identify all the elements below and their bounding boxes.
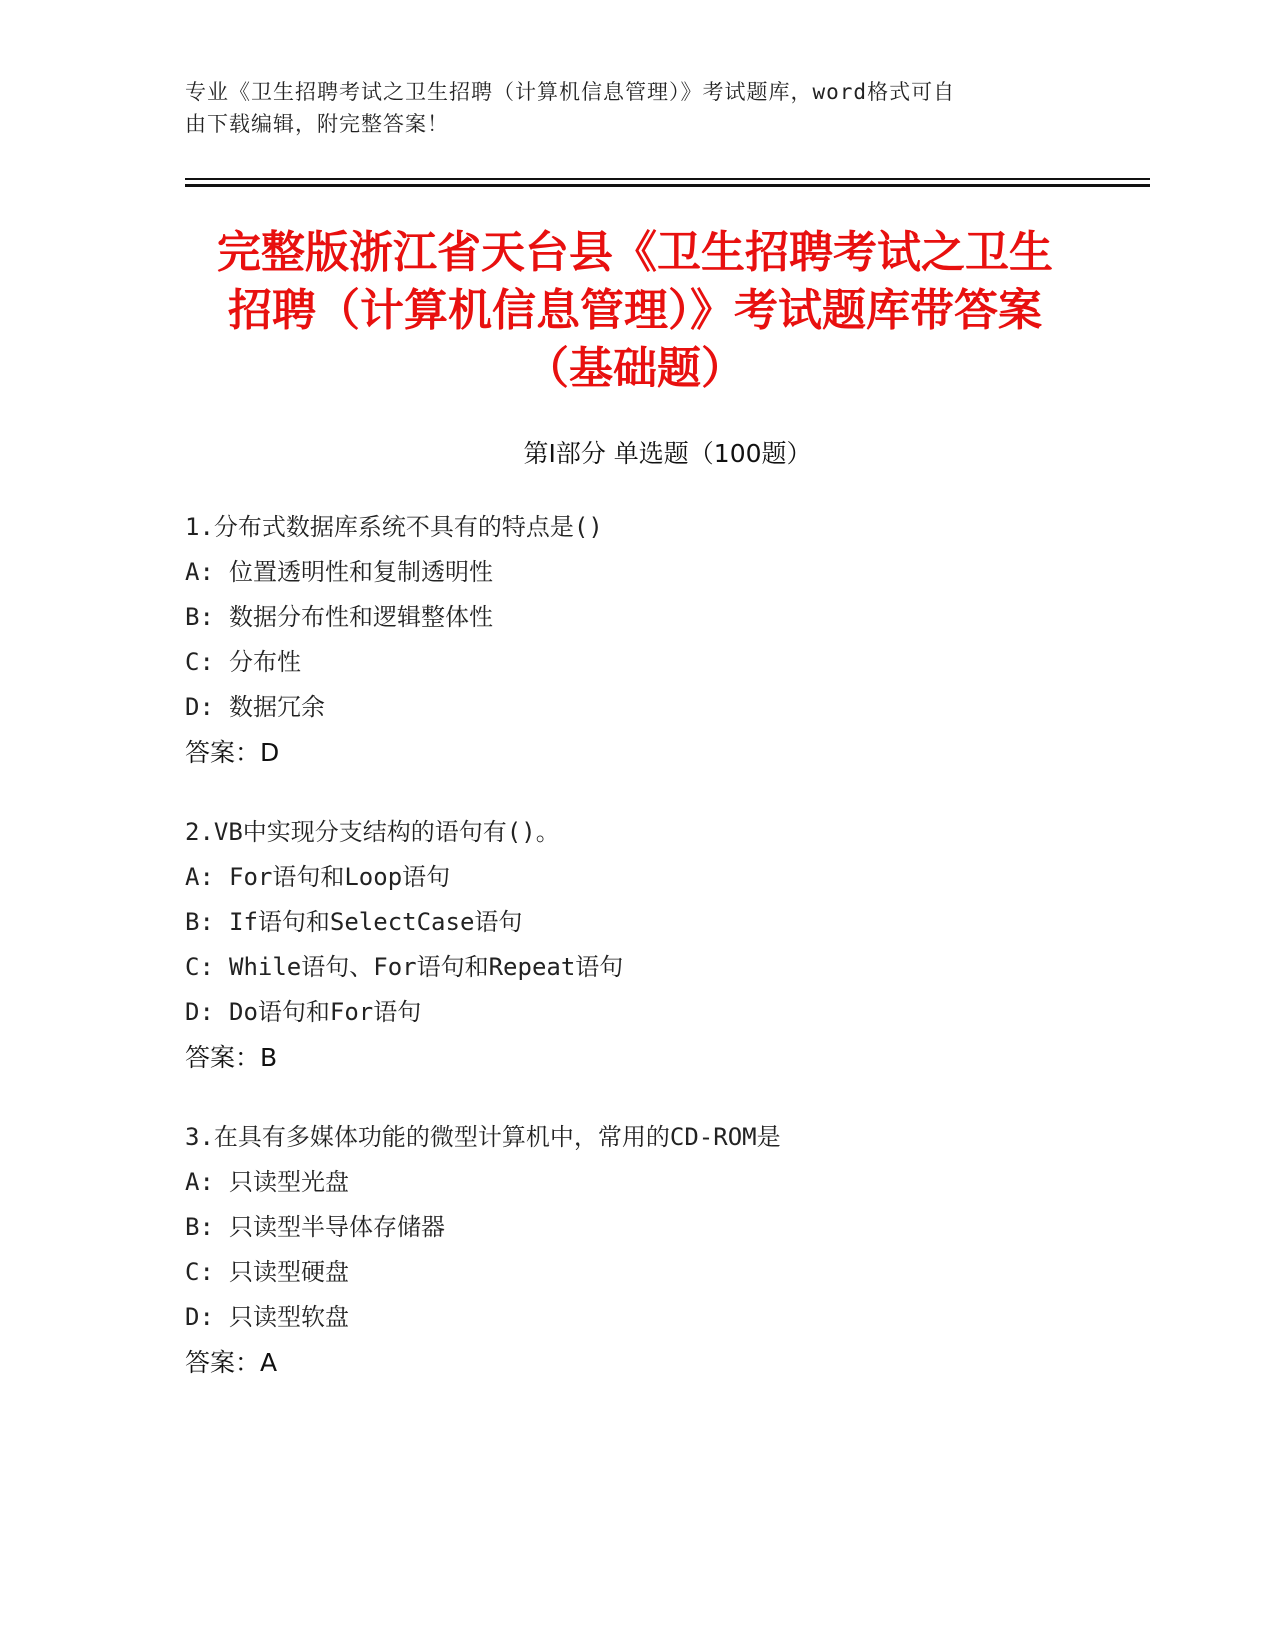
option-label: A: xyxy=(185,1168,214,1196)
option-text: For语句和Loop语句 xyxy=(229,863,451,891)
answer: 答案：B xyxy=(185,1043,278,1072)
option-a xyxy=(185,1160,1145,1205)
option-c xyxy=(185,640,1145,685)
option-d xyxy=(185,685,1145,730)
option-label: B: xyxy=(185,908,214,936)
section-title: 第Ⅰ部分 单选题（100题） xyxy=(523,439,812,468)
option-text: If语句和SelectCase语句 xyxy=(229,908,523,936)
option-label: D: xyxy=(185,693,214,721)
option-a xyxy=(185,855,1145,900)
question-3 xyxy=(185,1115,1145,1385)
option-text: 数据分布性和逻辑整体性 xyxy=(229,603,493,631)
option-label: C: xyxy=(185,648,214,676)
option-b xyxy=(185,1205,1145,1250)
document-title-line-1: 完整版浙江省天台县《卫生招聘考试之卫生 xyxy=(217,227,1053,278)
option-label: C: xyxy=(185,1258,214,1286)
question-stem: 2.VB中实现分支结构的语句有()。 xyxy=(185,818,560,846)
option-b xyxy=(185,595,1145,640)
option-label: A: xyxy=(185,558,214,586)
header-divider-thick xyxy=(185,184,1150,187)
option-b xyxy=(185,900,1145,945)
question-stem: 1.分布式数据库系统不具有的特点是() xyxy=(185,513,603,541)
header-divider-thin xyxy=(185,178,1150,180)
question-stem: 3.在具有多媒体功能的微型计算机中，常用的CD-ROM是 xyxy=(185,1123,781,1151)
option-a xyxy=(185,550,1145,595)
option-text: 只读型软盘 xyxy=(229,1303,349,1331)
option-c xyxy=(185,1250,1145,1295)
option-label: D: xyxy=(185,1303,214,1331)
header-note-line-2: 由下载编辑，附完整答案！ xyxy=(185,112,449,136)
option-text: 只读型硬盘 xyxy=(229,1258,349,1286)
option-text: 分布性 xyxy=(229,648,301,676)
option-label: B: xyxy=(185,1213,214,1241)
option-text: 位置透明性和复制透明性 xyxy=(229,558,493,586)
option-text: 只读型半导体存储器 xyxy=(229,1213,445,1241)
option-text: 只读型光盘 xyxy=(229,1168,349,1196)
document-title-line-2: 招聘（计算机信息管理）》考试题库带答案 xyxy=(228,285,1042,336)
option-label: C: xyxy=(185,953,214,981)
option-text: Do语句和For语句 xyxy=(229,998,422,1026)
option-c xyxy=(185,945,1145,990)
option-text: While语句、For语句和Repeat语句 xyxy=(229,953,624,981)
option-label: D: xyxy=(185,998,214,1026)
header-note-line-1: 专业《卫生招聘考试之卫生招聘（计算机信息管理）》考试题库，word格式可自 xyxy=(185,80,956,104)
option-d xyxy=(185,1295,1145,1340)
option-label: B: xyxy=(185,603,214,631)
header-note xyxy=(185,76,1065,140)
document-title-line-3: （基础题） xyxy=(525,343,745,394)
document-title xyxy=(170,224,1100,398)
option-text: 数据冗余 xyxy=(229,693,325,721)
option-d xyxy=(185,990,1145,1035)
option-label: A: xyxy=(185,863,214,891)
answer: 答案：D xyxy=(185,738,280,767)
question-1 xyxy=(185,505,1145,775)
question-2 xyxy=(185,810,1145,1080)
answer: 答案：A xyxy=(185,1348,278,1377)
